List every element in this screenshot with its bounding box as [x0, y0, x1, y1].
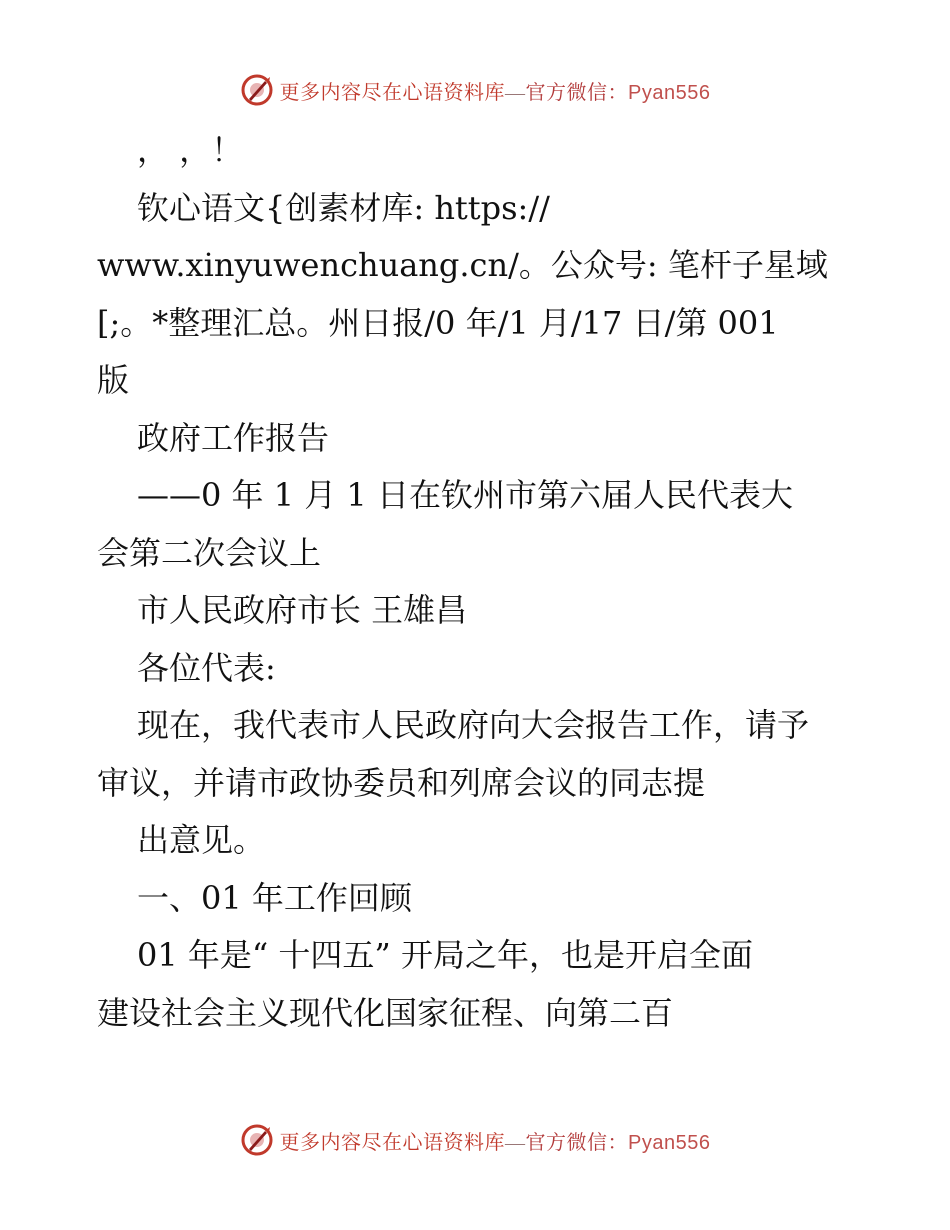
text-line: 钦心语文{创素材库: https:// [137, 188, 550, 227]
banner-text [280, 76, 711, 105]
document-subtitle-cont: 会第二次会议上 [97, 533, 322, 572]
banner-contact-id: Pyan556 [628, 1131, 711, 1154]
text-line: 出意见。 [137, 821, 266, 859]
text-line: 现在，我代表市人民政府向大会报告工作，请予 [137, 706, 810, 744]
document-title: 政府工作报告 [137, 418, 330, 457]
banner-brand-text: 更多内容尽在心语资料库 [279, 1131, 506, 1154]
header-banner [0, 72, 950, 108]
banner-contact-label: 官方微信： [525, 81, 629, 104]
text-line: 01 年是“ 十四五” 开局之年，也是开启全面 [137, 936, 753, 974]
banner-contact-label: 官方微信： [525, 1131, 629, 1154]
banner-contact-id: Pyan556 [628, 81, 711, 104]
text-line: 建设社会主义现代化国家征程、向第二百 [97, 993, 674, 1032]
document-subtitle: ——0 年 1 月 1 日在钦州市第六届人民代表大 [137, 476, 793, 514]
text-line: ， ，！ [137, 131, 244, 169]
banner-separator: — [505, 81, 526, 104]
document-body [97, 122, 857, 1042]
pen-nib-logo-icon [240, 1123, 274, 1157]
banner-separator: — [505, 1131, 526, 1154]
banner-text [280, 1126, 711, 1155]
pen-nib-logo-icon [240, 73, 274, 107]
text-line: www.xinyuwenchuang.cn/。公众号: 笔杆子星域 [97, 246, 828, 284]
banner-brand-text: 更多内容尽在心语资料库 [279, 81, 506, 104]
text-line: [;。*整理汇总。州日报/0 年/1 月/17 日/第 001 [97, 303, 779, 342]
section-heading: 一、01 年工作回顾 [137, 878, 412, 917]
footer-banner [0, 1122, 950, 1158]
text-line: 版 [97, 361, 130, 399]
text-line: 审议，并请市政协委员和列席会议的同志提 [97, 763, 706, 802]
document-author: 市人民政府市长 王雄昌 [137, 591, 468, 629]
salutation: 各位代表: [137, 648, 276, 687]
